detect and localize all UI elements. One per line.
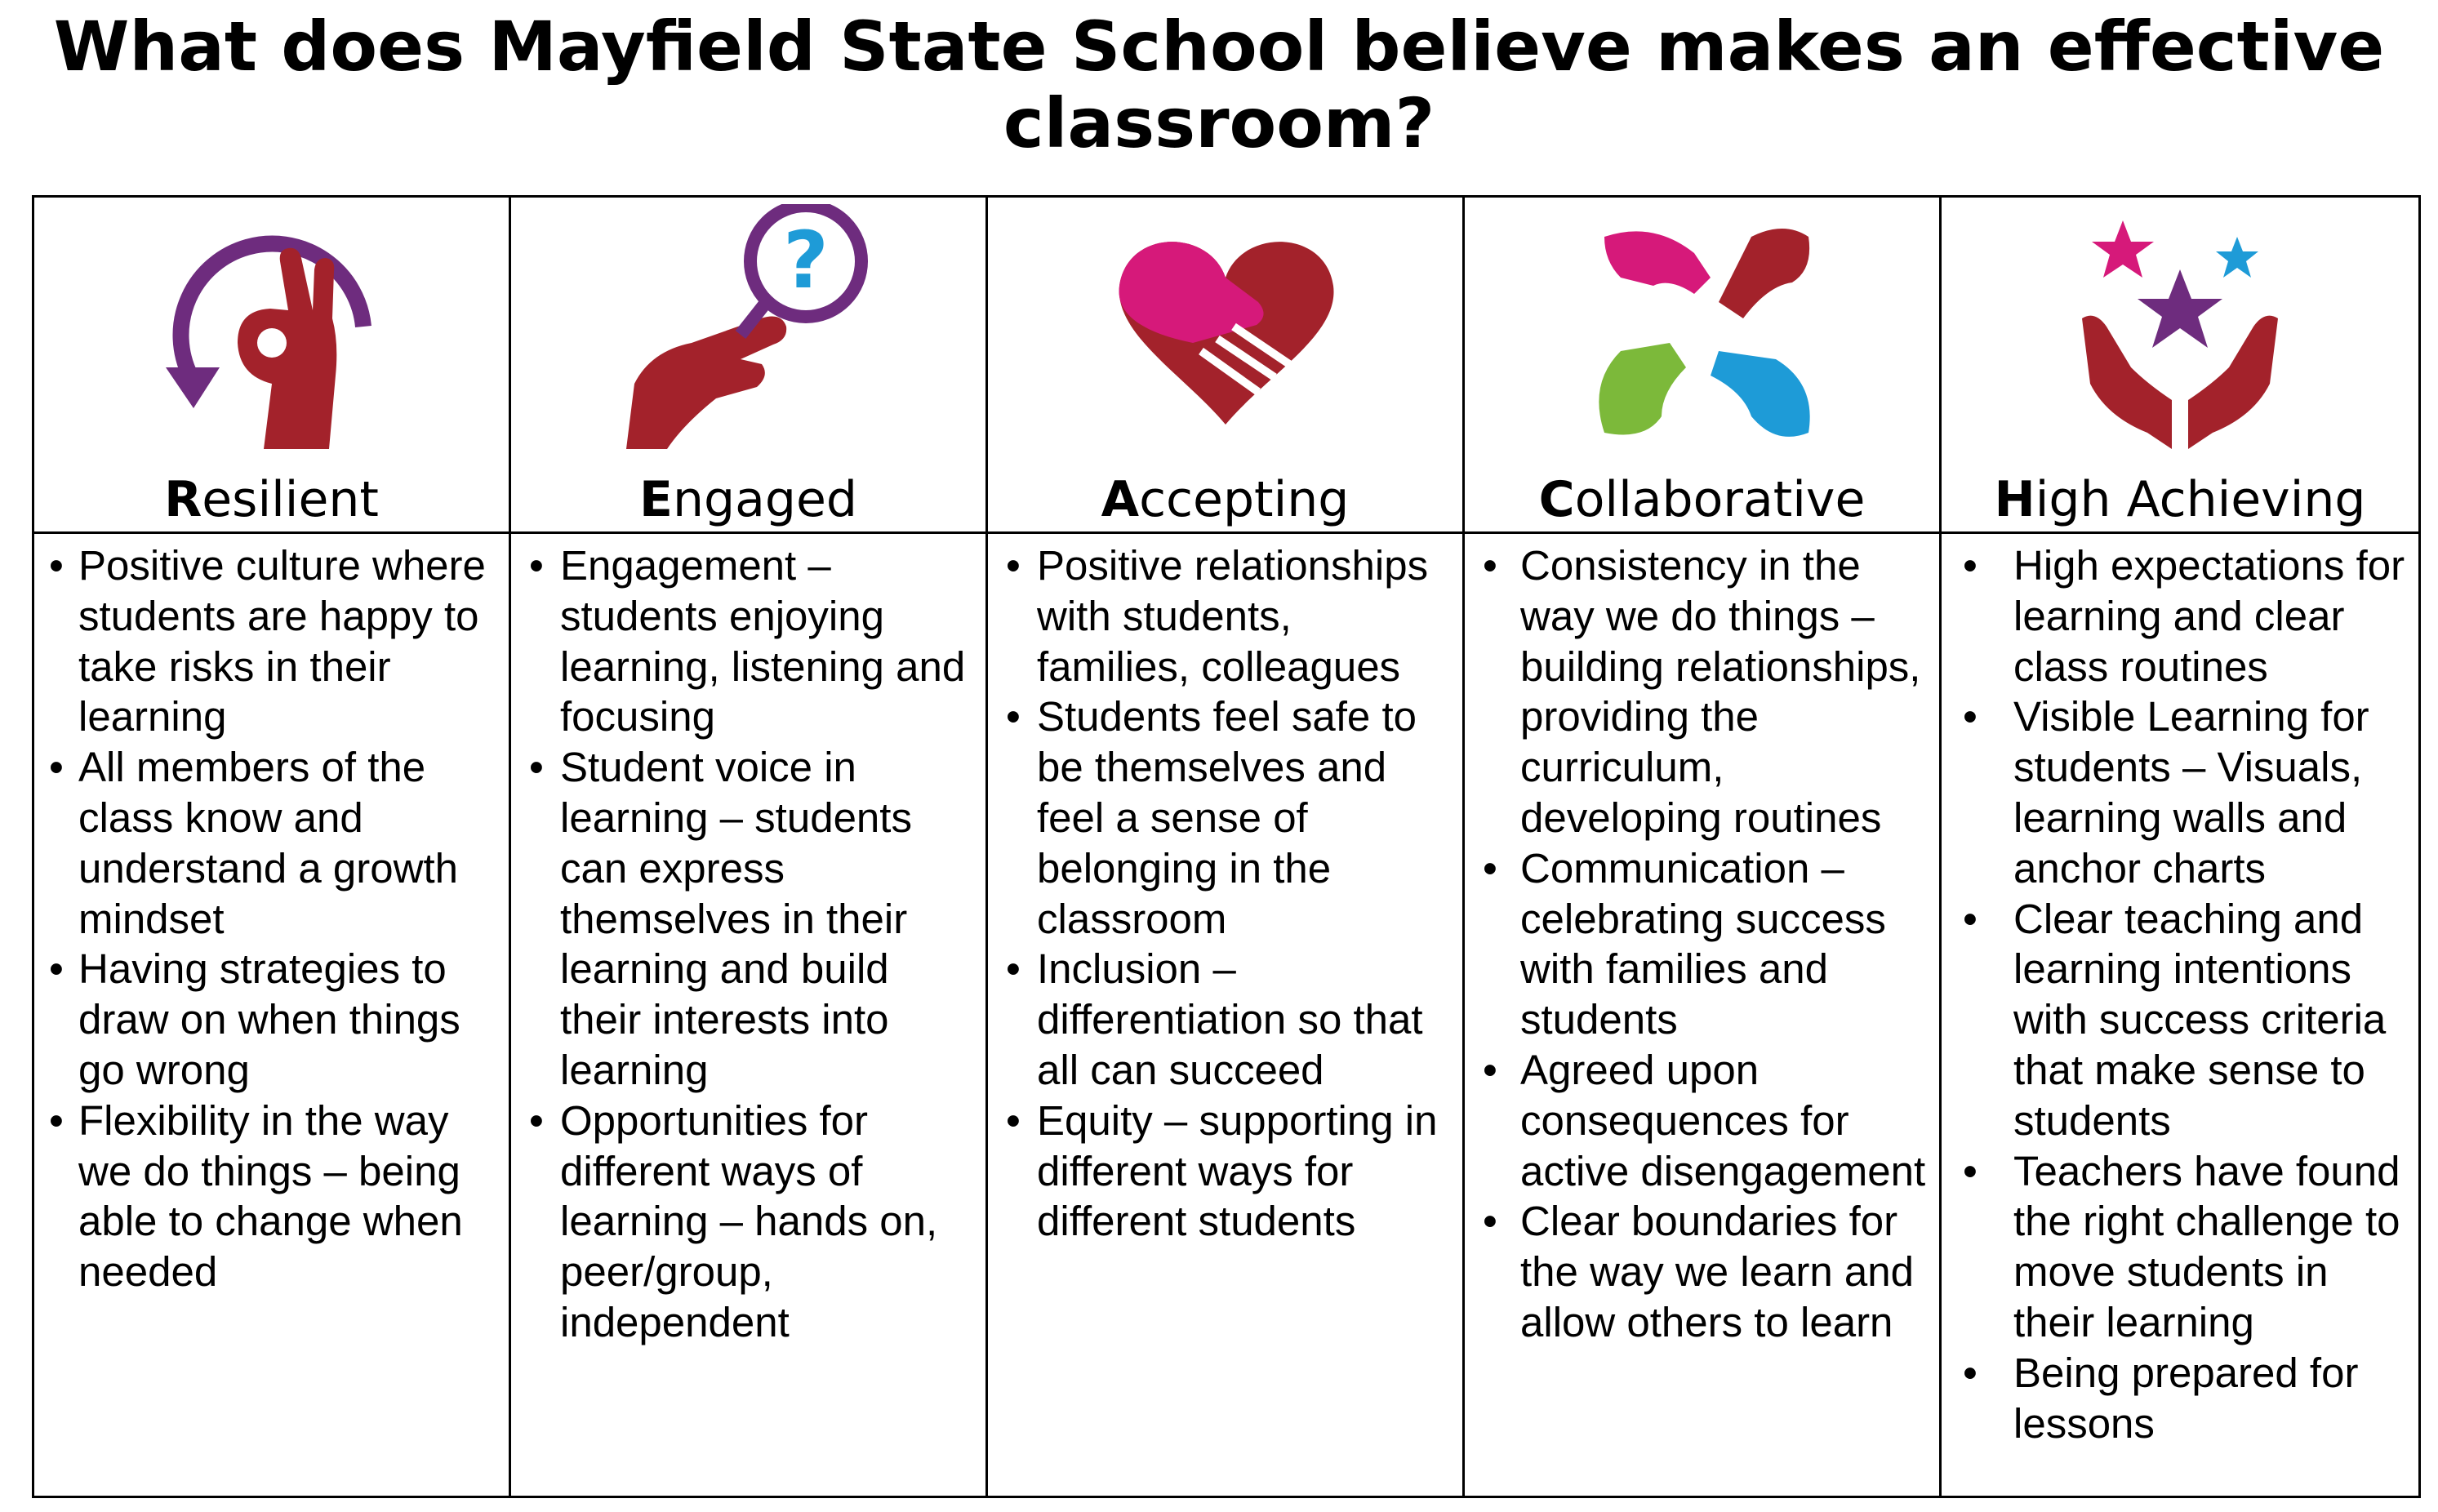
list-item: • Consistency in the way we do things – building relationships, providing the curriculum, developing routines	[1465, 540, 1931, 843]
bullet-list	[511, 534, 985, 1348]
list-item: • Engagement – students enjoying learning, listening and focusing	[511, 540, 977, 742]
list-item: • All members of the class know and understand a growth mindset	[34, 742, 501, 944]
list-item: • Student voice in learning – students can express themselves in their learning and build their interests into learning	[511, 742, 977, 1096]
list-item: • Positive relationships with students, families, colleagues	[988, 540, 1454, 692]
body-cell-accepting	[988, 534, 1465, 1496]
body-cell-high-achieving	[1942, 534, 2418, 1496]
list-item: • High expectations for learning and clear class routines	[1942, 540, 2410, 692]
magnifying-glass-question-icon	[618, 204, 879, 465]
body-cell-collaborative	[1465, 534, 1942, 1496]
list-item: • Clear teaching and learning intentions with success criteria that make sense to students	[1942, 894, 2410, 1146]
list-item: • Agreed upon consequences for active disengagement	[1465, 1045, 1931, 1196]
heart-handshake-icon	[1095, 204, 1356, 465]
values-table	[32, 195, 2421, 1498]
body-cell-resilient	[34, 534, 511, 1496]
list-item: • Visible Learning for students – Visuals, learning walls and anchor charts	[1942, 692, 2410, 893]
page-title: What does Mayfield State School believe makes an effective classroom?	[53, 7, 2385, 163]
bullet-list	[988, 534, 1462, 1247]
heading-accepting: Accepting	[1101, 471, 1350, 528]
svg-text:?: ?	[782, 215, 829, 306]
heading-collaborative: Collaborative	[1538, 471, 1866, 528]
list-item: • Inclusion – differentiation so that all can succeed	[988, 944, 1454, 1095]
hands-with-stars-icon	[2049, 204, 2311, 465]
header-cell-engaged	[511, 198, 988, 534]
header-cell-collaborative	[1465, 198, 1942, 534]
bullet-list	[34, 534, 509, 1297]
list-item: • Communication – celebrating success with families and students	[1465, 843, 1931, 1045]
list-item: • Equity – supporting in different ways for different students	[988, 1096, 1454, 1247]
list-item: • Positive culture where students are happy to take risks in their learning	[34, 540, 501, 742]
list-item: • Opportunities for different ways of learning – hands on, peer/group, independent	[511, 1096, 977, 1348]
body-cell-engaged	[511, 534, 988, 1496]
bullet-list	[1942, 534, 2418, 1448]
heading-resilient: Resilient	[164, 471, 379, 528]
list-item: • Teachers have found the right challenge to move students in their learning	[1942, 1146, 2410, 1348]
four-hands-icon	[1572, 204, 1833, 465]
list-item: • Students feel safe to be themselves and feel a sense of belonging in the classroom	[988, 692, 1454, 944]
bullet-list	[1465, 534, 1939, 1348]
list-item: • Being prepared for lessons	[1942, 1348, 2410, 1449]
list-item: • Clear boundaries for the way we learn and allow others to learn	[1465, 1196, 1931, 1347]
header-cell-resilient	[34, 198, 511, 534]
header-cell-accepting	[988, 198, 1465, 534]
ok-hand-cycle-icon	[141, 204, 403, 465]
list-item: • Flexibility in the way we do things – being able to change when needed	[34, 1096, 501, 1297]
list-item: • Having strategies to draw on when things go wrong	[34, 944, 501, 1095]
heading-high-achieving: High Achieving	[1994, 471, 2366, 528]
header-cell-high-achieving	[1942, 198, 2418, 534]
heading-engaged: Engaged	[639, 471, 857, 528]
